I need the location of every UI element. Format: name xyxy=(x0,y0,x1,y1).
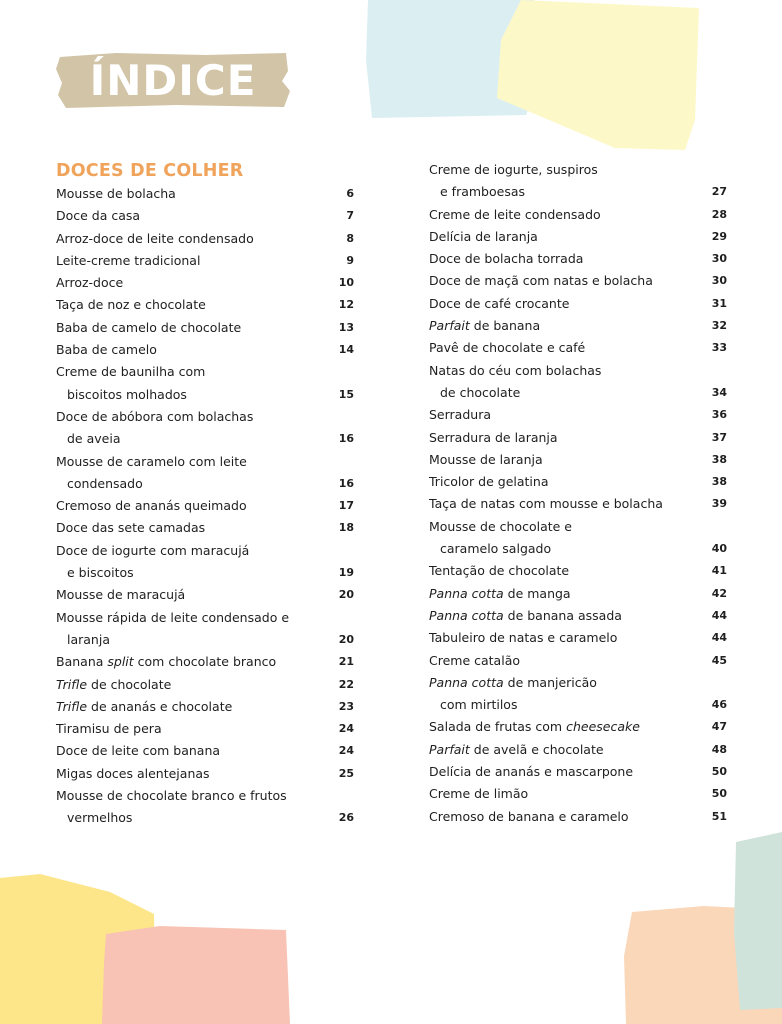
toc-entry-line xyxy=(429,293,727,315)
toc-page-number: 48 xyxy=(711,742,727,756)
toc-entry-line xyxy=(56,651,354,673)
toc-entry-line xyxy=(56,384,354,406)
toc-page-number: 6 xyxy=(346,187,354,200)
toc-page-number: 24 xyxy=(338,722,354,736)
toc-page-number: 50 xyxy=(711,765,727,779)
toc-entry-title: Mousse de chocolate branco e frutos xyxy=(56,788,287,804)
toc-entry-line xyxy=(56,629,354,651)
toc-page-number: 13 xyxy=(338,320,354,334)
toc-entry-title: de chocolate xyxy=(440,384,521,400)
toc-entry-line xyxy=(56,785,354,807)
toc-entry-line xyxy=(56,228,354,250)
toc-entry-title: Mousse de caramelo com leite xyxy=(56,453,247,469)
toc-entry-title: Tabuleiro de natas e caramelo xyxy=(429,630,618,646)
toc-page-number: 34 xyxy=(711,385,727,399)
toc-entry-line xyxy=(429,583,727,605)
toc-entry-line xyxy=(56,696,354,718)
toc-entry-title: com mirtilos xyxy=(440,697,518,713)
toc-entry-title: Parfait de banana xyxy=(429,318,541,334)
toc-entry-title: Arroz-doce de leite condensado xyxy=(56,230,254,246)
toc-entry-line xyxy=(56,540,354,562)
toc-list-right xyxy=(429,159,727,828)
toc-entry-line xyxy=(429,404,727,426)
toc-entry-title: condensado xyxy=(67,475,143,491)
toc-entry-line xyxy=(429,672,727,694)
toc-entry-line xyxy=(56,718,354,740)
toc-entry-line xyxy=(429,560,727,582)
toc-entry-title: Tentação de chocolate xyxy=(429,563,570,579)
toc-entry-title: Creme catalão xyxy=(429,652,520,668)
toc-entry-title: vermelhos xyxy=(67,810,133,826)
toc-page-number: 29 xyxy=(711,229,727,243)
toc-entry-line xyxy=(429,248,727,270)
toc-entry-line xyxy=(429,270,727,292)
toc-entry-line xyxy=(56,807,354,829)
toc-entry-line xyxy=(56,674,354,696)
toc-page-number: 8 xyxy=(346,231,354,245)
toc-page-number: 39 xyxy=(711,497,727,511)
toc-entry-title: Taça de noz e chocolate xyxy=(56,297,206,313)
toc-entry-title: Delícia de ananás e mascarpone xyxy=(429,764,634,780)
toc-page-number: 30 xyxy=(711,274,727,288)
toc-entry-title: Doce de café crocante xyxy=(429,295,570,311)
toc-entry-title: Taça de natas com mousse e bolacha xyxy=(429,496,663,512)
toc-entry-line xyxy=(429,427,727,449)
toc-entry-title: Trifle de chocolate xyxy=(56,676,172,692)
toc-entry-title: Panna cotta de manga xyxy=(429,585,571,601)
toc-entry-title: Mousse de laranja xyxy=(429,451,543,467)
toc-page-number: 41 xyxy=(711,564,727,578)
toc-page-number: 30 xyxy=(711,252,727,266)
toc-entry-title: Doce das sete camadas xyxy=(56,520,206,536)
toc-entry-title: Cremoso de banana e caramelo xyxy=(429,808,629,824)
toc-page-number: 16 xyxy=(338,432,354,446)
toc-page-number: 9 xyxy=(346,253,354,267)
toc-entry-title: Pavê de chocolate e café xyxy=(429,340,586,356)
toc-entry-title: e framboesas xyxy=(440,184,525,200)
toc-page-number: 21 xyxy=(338,655,354,669)
toc-entry-line xyxy=(56,451,354,473)
toc-entry-line xyxy=(429,516,727,538)
toc-page-number: 36 xyxy=(711,408,727,422)
toc-entry-line xyxy=(429,783,727,805)
toc-page-number: 10 xyxy=(338,276,354,290)
toc-entry-title: Doce de maçã com natas e bolacha xyxy=(429,273,653,289)
toc-entry-title: Migas doces alentejanas xyxy=(56,765,210,781)
toc-page-number: 23 xyxy=(338,699,354,713)
toc-entry-line xyxy=(429,471,727,493)
toc-page-number: 42 xyxy=(711,586,727,600)
toc-entry-line xyxy=(429,226,727,248)
toc-entry-title: Doce de abóbora com bolachas xyxy=(56,408,254,424)
toc-entry-line xyxy=(56,272,354,294)
toc-page-number: 26 xyxy=(338,811,354,825)
toc-page-number: 7 xyxy=(346,209,354,223)
toc-entry-title: Mousse rápida de leite condensado e xyxy=(56,609,290,625)
toc-entry-line xyxy=(429,761,727,783)
toc-entry-title: caramelo salgado xyxy=(440,541,552,557)
toc-entry-title: Tiramisu de pera xyxy=(56,721,162,737)
toc-entry-line xyxy=(56,183,354,205)
toc-page-number: 45 xyxy=(711,653,727,667)
toc-entry-line xyxy=(429,449,727,471)
toc-page-number: 19 xyxy=(338,566,354,580)
toc-entry-title: Doce de leite com banana xyxy=(56,743,221,759)
toc-entry-title: laranja xyxy=(67,631,110,647)
toc-entry-line xyxy=(429,360,727,382)
toc-entry-line xyxy=(56,339,354,361)
toc-entry-title: Creme de leite condensado xyxy=(429,206,601,222)
toc-page-number: 37 xyxy=(711,430,727,444)
toc-entry-title: Trifle de ananás e chocolate xyxy=(56,698,233,714)
toc-entry-line xyxy=(56,294,354,316)
toc-page-number: 20 xyxy=(338,632,354,646)
toc-entry-line xyxy=(56,361,354,383)
toc-entry-line xyxy=(56,406,354,428)
toc-entry-line xyxy=(429,181,727,203)
toc-page-number: 27 xyxy=(711,185,727,199)
toc-entry-line xyxy=(429,605,727,627)
toc-left-column xyxy=(56,159,354,830)
toc-page-number: 44 xyxy=(711,631,727,645)
toc-entry-line xyxy=(56,250,354,272)
toc-entry-title: Arroz-doce xyxy=(56,275,124,291)
toc-page-number: 50 xyxy=(711,787,727,801)
toc-page-number: 31 xyxy=(711,296,727,310)
toc-entry-title: Banana split com chocolate branco xyxy=(56,654,277,670)
toc-page-number: 38 xyxy=(711,452,727,466)
toc-entry-title: Mousse de maracujá xyxy=(56,587,186,603)
green-paint-blob xyxy=(732,832,782,1012)
toc-entry-title: Creme de limão xyxy=(429,786,529,802)
toc-entry-title: Salada de frutas com cheesecake xyxy=(429,719,640,735)
toc-entry-line xyxy=(56,584,354,606)
toc-entry-line xyxy=(56,562,354,584)
section-heading: DOCES DE COLHER xyxy=(56,161,244,181)
toc-entry-line xyxy=(56,428,354,450)
toc-entry-title: Panna cotta de banana assada xyxy=(429,607,622,623)
toc-entry-line xyxy=(56,517,354,539)
toc-entry-line xyxy=(429,204,727,226)
toc-entry-line xyxy=(56,473,354,495)
toc-entry-title: Serradura xyxy=(429,407,491,423)
toc-entry-line xyxy=(429,538,727,560)
toc-entry-title: Leite-creme tradicional xyxy=(56,252,201,268)
toc-entry-title: Tricolor de gelatina xyxy=(429,474,549,490)
toc-entry-title: e biscoitos xyxy=(67,565,134,581)
toc-entry-title: Doce da casa xyxy=(56,208,141,224)
toc-page-number: 47 xyxy=(711,720,727,734)
toc-entry-line xyxy=(429,806,727,828)
toc-page-number: 44 xyxy=(711,608,727,622)
toc-entry-title: Creme de baunilha com xyxy=(56,364,206,380)
toc-page-number: 25 xyxy=(338,766,354,780)
toc-entry-line xyxy=(56,763,354,785)
toc-entry-line xyxy=(429,650,727,672)
toc-page-number: 46 xyxy=(711,698,727,712)
toc-list-left xyxy=(56,183,354,830)
toc-entry-title: Serradura de laranja xyxy=(429,429,558,445)
toc-page-number: 32 xyxy=(711,319,727,333)
toc-page-number: 17 xyxy=(338,499,354,513)
toc-page-number: 22 xyxy=(338,677,354,691)
toc-entry-line xyxy=(56,317,354,339)
toc-entry-line xyxy=(56,495,354,517)
toc-entry-title: Mousse de bolacha xyxy=(56,186,176,201)
toc-entry-title: Mousse de chocolate e xyxy=(429,518,572,534)
toc-entry-title: Parfait de avelã e chocolate xyxy=(429,741,604,757)
toc-entry-line xyxy=(429,716,727,738)
toc-right-column xyxy=(429,159,727,828)
toc-page-number: 51 xyxy=(711,809,727,823)
toc-entry-title: de aveia xyxy=(67,431,121,447)
toc-entry-title: Cremoso de ananás queimado xyxy=(56,498,247,514)
toc-entry-title: biscoitos molhados xyxy=(67,386,187,402)
toc-entry-line xyxy=(429,739,727,761)
toc-page-number: 24 xyxy=(338,744,354,758)
toc-page-number: 40 xyxy=(711,542,727,556)
toc-entry-line xyxy=(56,205,354,227)
toc-page-number: 33 xyxy=(711,341,727,355)
toc-entry-line xyxy=(429,627,727,649)
toc-page-number: 18 xyxy=(338,521,354,535)
toc-page-number: 28 xyxy=(711,207,727,221)
toc-entry-line xyxy=(429,382,727,404)
toc-entry-title: Natas do céu com bolachas xyxy=(429,362,602,378)
toc-entry-title: Delícia de laranja xyxy=(429,228,538,244)
toc-page-number: 12 xyxy=(338,298,354,312)
toc-entry-line xyxy=(429,159,727,181)
pink-paint-blob xyxy=(100,924,294,1024)
toc-entry-line xyxy=(429,337,727,359)
toc-page-number: 16 xyxy=(338,476,354,490)
toc-entry-title: Doce de bolacha torrada xyxy=(429,251,584,267)
toc-page-number: 15 xyxy=(338,387,354,401)
toc-entry-title: Baba de camelo de chocolate xyxy=(56,319,242,335)
toc-page-number: 38 xyxy=(711,475,727,489)
toc-page-number: 20 xyxy=(338,588,354,602)
title-banner xyxy=(56,51,290,109)
yellow-paint-blob-top xyxy=(495,0,705,155)
page-title: ÍNDICE xyxy=(89,55,257,105)
toc-entry-title: Doce de iogurte com maracujá xyxy=(56,542,250,558)
toc-entry-line xyxy=(56,740,354,762)
toc-entry-line xyxy=(429,315,727,337)
toc-entry-line xyxy=(429,493,727,515)
toc-entry-line xyxy=(429,694,727,716)
toc-entry-title: Creme de iogurte, suspiros xyxy=(429,162,598,177)
toc-entry-line xyxy=(56,607,354,629)
toc-entry-title: Panna cotta de manjericão xyxy=(429,674,597,690)
toc-page-number: 14 xyxy=(338,343,354,357)
toc-entry-title: Baba de camelo xyxy=(56,342,157,358)
